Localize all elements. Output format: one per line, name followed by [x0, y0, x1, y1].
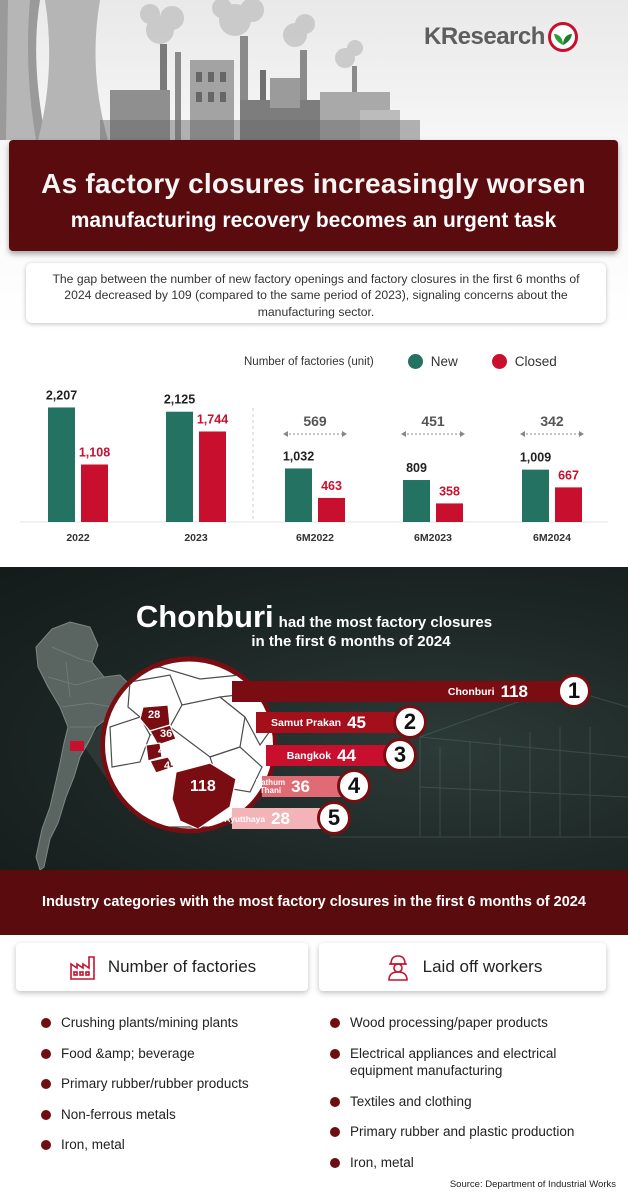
bullet-icon — [41, 1140, 51, 1150]
summary-box — [26, 263, 606, 323]
bar-new-6M2024 — [522, 470, 549, 522]
map-label-bangkok: 44 — [158, 745, 171, 757]
gap-arrow-head-left — [283, 431, 288, 437]
industry-banner: Industry categories with the most factory closures in the first 6 months of 2024 — [0, 870, 628, 935]
gap-arrow-head-left — [401, 431, 406, 437]
rank-name: Bangkok — [286, 749, 332, 762]
rank-badge-3: 3 — [383, 738, 417, 772]
list-item: Non-ferrous metals — [41, 1106, 311, 1124]
gap-arrow-head-left — [520, 431, 525, 437]
bullet-icon — [41, 1079, 51, 1089]
x-tick-label: 2023 — [184, 532, 208, 544]
rank-badge-4: 4 — [337, 769, 371, 803]
bar-new-6M2023 — [403, 480, 430, 522]
value-label-closed: 463 — [321, 478, 342, 493]
bar-closed-2022 — [81, 464, 108, 522]
value-label-new: 809 — [406, 461, 427, 476]
list-item: Food &amp; beverage — [41, 1045, 311, 1063]
list-item: Crushing plants/mining plants — [41, 1014, 311, 1032]
value-label-closed: 1,744 — [196, 412, 229, 427]
x-tick-label: 6M2023 — [414, 532, 452, 544]
gap-label: 569 — [303, 413, 327, 429]
map-title — [0, 599, 628, 635]
rank-value: 36 — [291, 776, 310, 796]
bar-chart — [0, 330, 628, 567]
rank-badge-1: 1 — [557, 674, 591, 708]
legend-closed-label: Closed — [514, 354, 557, 369]
rank-name: Ayutthaya — [224, 813, 266, 824]
value-label-closed: 667 — [558, 468, 579, 483]
rank-name: Samut Prakan — [271, 716, 342, 729]
factories-card-title: Number of factories — [107, 957, 257, 976]
value-label-new: 1,032 — [282, 449, 315, 464]
rank-badge-2: 2 — [393, 705, 427, 739]
map-label-samut-prakan: 45 — [164, 760, 177, 772]
page-subtitle-heading: manufacturing recovery becomes an urgent task — [70, 209, 557, 232]
factory-skyline-illustration — [0, 0, 628, 140]
gap-label: 342 — [540, 413, 564, 429]
value-label-closed: 358 — [439, 484, 460, 499]
rank-value: 118 — [500, 681, 528, 701]
bullet-icon — [330, 1158, 340, 1168]
bullet-icon — [330, 1127, 340, 1137]
map-label-chonburi: 118 — [190, 778, 216, 795]
map-title-rest: had the most factory closures — [278, 614, 493, 631]
bar-closed-6M2024 — [555, 487, 582, 522]
rank-bar-1 — [232, 681, 572, 702]
bullet-icon — [41, 1110, 51, 1120]
province-map-section — [0, 567, 628, 870]
factory-icon — [68, 952, 98, 982]
rank-bar-2 — [256, 712, 410, 733]
factories-card — [16, 943, 308, 991]
bullet-icon — [330, 1049, 340, 1059]
bullet-icon — [330, 1097, 340, 1107]
x-tick-label: 6M2024 — [533, 532, 571, 544]
rank-value: 28 — [271, 808, 290, 828]
map-label-ayutthaya: 28 — [148, 709, 161, 721]
list-item: Iron, metal — [41, 1136, 311, 1154]
worker-icon — [383, 952, 413, 982]
list-item: Wood processing/paper products — [330, 1014, 620, 1032]
workers-card — [319, 943, 606, 991]
x-tick-label: 6M2022 — [296, 532, 334, 544]
brand-name: KResearch — [424, 23, 545, 50]
rank-bar-3 — [266, 745, 400, 766]
bullet-icon — [330, 1018, 340, 1028]
workers-list — [330, 1014, 620, 1171]
rank-name: Pathum Thani — [255, 777, 286, 795]
bar-new-2023 — [166, 412, 193, 522]
value-label-new: 2,125 — [163, 392, 196, 407]
kresearch-logo — [424, 22, 578, 52]
map-label-pathum-thani: 36 — [160, 728, 173, 740]
list-item: Iron, metal — [330, 1154, 620, 1172]
bar-new-2022 — [48, 407, 75, 522]
map-title-province: Chonburi — [135, 599, 274, 634]
gap-label: 451 — [421, 413, 445, 429]
bullet-icon — [41, 1049, 51, 1059]
bar-new-6M2022 — [285, 468, 312, 522]
list-item: Electrical appliances and electrical equipment manufacturing — [330, 1045, 620, 1080]
gap-arrow-head-right — [460, 431, 465, 437]
map-title-line2: in the first 6 months of 2024 — [251, 633, 451, 650]
list-item: Primary rubber and plastic production — [330, 1123, 620, 1141]
bullet-icon — [41, 1018, 51, 1028]
value-label-closed: 1,108 — [78, 445, 111, 460]
bar-closed-6M2022 — [318, 498, 345, 522]
gap-arrow-head-right — [342, 431, 347, 437]
legend-new-label: New — [430, 354, 458, 369]
list-item: Textiles and clothing — [330, 1093, 620, 1111]
rank-badge-5: 5 — [317, 801, 351, 835]
factory-bar-chart-section — [0, 330, 628, 567]
value-label-new: 1,009 — [519, 450, 552, 465]
page-title: As factory closures increasingly worsen — [41, 168, 586, 199]
title-banner — [9, 140, 618, 251]
workers-card-title: Laid off workers — [422, 957, 543, 976]
value-label-new: 2,207 — [45, 388, 78, 403]
rank-value: 44 — [337, 745, 356, 765]
bar-closed-6M2023 — [436, 503, 463, 522]
x-tick-label: 2022 — [66, 532, 90, 544]
legend-title: Number of factories (unit) — [244, 355, 374, 368]
factories-list — [41, 1014, 311, 1154]
bar-closed-2023 — [199, 431, 226, 522]
list-item: Primary rubber/rubber products — [41, 1075, 311, 1093]
source-note: Source: Department of Industrial Works — [449, 1179, 616, 1190]
kbank-leaf-icon — [548, 22, 578, 52]
rank-name: Chonburi — [447, 685, 495, 698]
summary-text: The gap between the number of new factory openings and factory closures in the first 6 months of 2024 decreased by 109 (compared to the same period of 2023), signaling concerns about the manufacturing sector. — [52, 272, 580, 319]
header — [0, 0, 628, 330]
gap-arrow-head-right — [579, 431, 584, 437]
rank-value: 45 — [347, 712, 366, 732]
